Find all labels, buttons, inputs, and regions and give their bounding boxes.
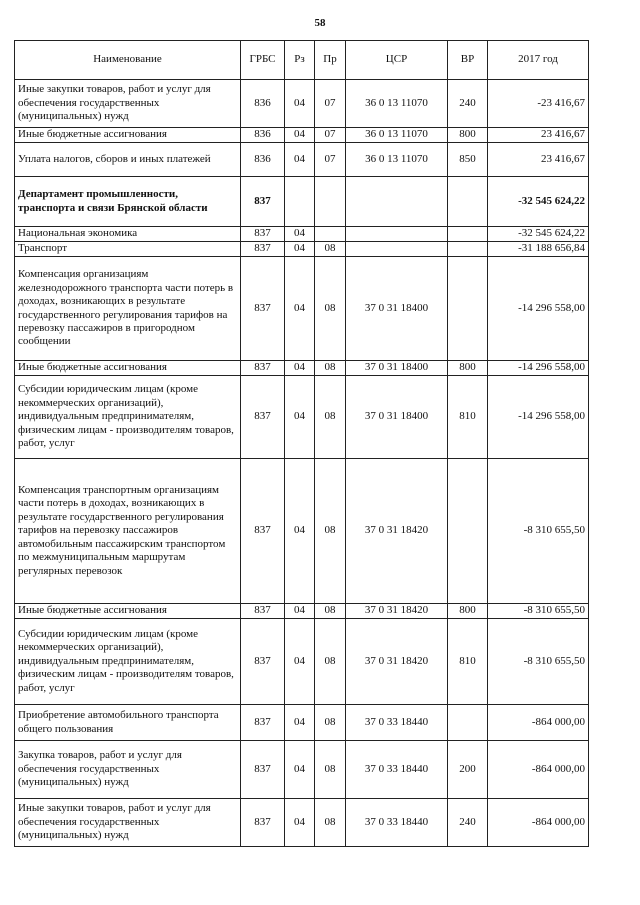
table-row <box>15 604 589 619</box>
row-pr: 08 <box>315 242 346 257</box>
table-row <box>15 257 589 361</box>
row-csr: 37 0 31 18420 <box>346 459 448 604</box>
table-row <box>15 143 589 177</box>
row-vr: 800 <box>448 604 488 619</box>
row-amount: -31 188 656,84 <box>488 242 589 257</box>
row-pr: 08 <box>315 257 346 361</box>
row-amount: -14 296 558,00 <box>488 376 589 459</box>
row-amount: 23 416,67 <box>488 143 589 177</box>
row-grbs: 837 <box>241 604 285 619</box>
row-vr <box>448 459 488 604</box>
row-csr: 37 0 33 18440 <box>346 705 448 741</box>
row-csr <box>346 177 448 227</box>
header-pr: Пр <box>315 41 346 80</box>
row-grbs: 837 <box>241 705 285 741</box>
row-vr <box>448 242 488 257</box>
row-name: Субсидии юридическим лицам (кроме некоммерческих организаций), индивидуальным предпринимателям, физическим лицам - производителям товаров, работ, услуг <box>15 619 241 705</box>
row-vr <box>448 227 488 242</box>
row-pr: 07 <box>315 128 346 143</box>
row-grbs: 837 <box>241 257 285 361</box>
budget-table <box>14 40 589 847</box>
row-vr <box>448 177 488 227</box>
table-row <box>15 80 589 128</box>
row-rz: 04 <box>285 799 315 847</box>
row-vr: 200 <box>448 741 488 799</box>
row-amount: -864 000,00 <box>488 799 589 847</box>
row-vr <box>448 705 488 741</box>
row-csr: 37 0 31 18400 <box>346 257 448 361</box>
row-amount: -23 416,67 <box>488 80 589 128</box>
row-csr: 36 0 13 11070 <box>346 143 448 177</box>
table-row <box>15 799 589 847</box>
row-name: Иные бюджетные ассигнования <box>15 361 241 376</box>
row-csr: 37 0 31 18400 <box>346 361 448 376</box>
row-rz: 04 <box>285 257 315 361</box>
row-amount: 23 416,67 <box>488 128 589 143</box>
row-csr: 37 0 33 18440 <box>346 799 448 847</box>
row-pr: 08 <box>315 376 346 459</box>
row-csr <box>346 227 448 242</box>
row-grbs: 837 <box>241 242 285 257</box>
row-pr: 08 <box>315 619 346 705</box>
row-pr: 08 <box>315 459 346 604</box>
row-pr: 08 <box>315 604 346 619</box>
row-amount: -32 545 624,22 <box>488 227 589 242</box>
table-row <box>15 459 589 604</box>
row-name: Иные закупки товаров, работ и услуг для обеспечения государственных (муниципальных) нужд <box>15 799 241 847</box>
row-grbs: 837 <box>241 741 285 799</box>
row-grbs: 836 <box>241 143 285 177</box>
row-pr: 07 <box>315 80 346 128</box>
row-amount: -864 000,00 <box>488 705 589 741</box>
row-csr: 37 0 33 18440 <box>346 741 448 799</box>
row-name: Иные закупки товаров, работ и услуг для обеспечения государственных (муниципальных) нужд <box>15 80 241 128</box>
header-grbs: ГРБС <box>241 41 285 80</box>
row-grbs: 837 <box>241 227 285 242</box>
row-rz: 04 <box>285 619 315 705</box>
row-csr: 37 0 31 18400 <box>346 376 448 459</box>
row-rz: 04 <box>285 604 315 619</box>
row-pr <box>315 227 346 242</box>
row-rz: 04 <box>285 459 315 604</box>
row-vr: 240 <box>448 80 488 128</box>
row-pr: 07 <box>315 143 346 177</box>
row-name: Уплата налогов, сборов и иных платежей <box>15 143 241 177</box>
table-row <box>15 227 589 242</box>
header-name: Наименование <box>15 41 241 80</box>
row-rz: 04 <box>285 705 315 741</box>
row-vr: 850 <box>448 143 488 177</box>
row-rz: 04 <box>285 143 315 177</box>
row-csr: 36 0 13 11070 <box>346 128 448 143</box>
row-grbs: 837 <box>241 376 285 459</box>
table-row <box>15 376 589 459</box>
row-pr: 08 <box>315 361 346 376</box>
row-csr: 37 0 31 18420 <box>346 604 448 619</box>
row-rz: 04 <box>285 80 315 128</box>
row-grbs: 837 <box>241 361 285 376</box>
row-name: Транспорт <box>15 242 241 257</box>
table-row <box>15 361 589 376</box>
page-number: 58 <box>314 17 326 29</box>
row-grbs: 837 <box>241 459 285 604</box>
row-amount: -32 545 624,22 <box>488 177 589 227</box>
row-amount: -8 310 655,50 <box>488 619 589 705</box>
row-pr: 08 <box>315 705 346 741</box>
row-amount: -14 296 558,00 <box>488 257 589 361</box>
header-year: 2017 год <box>488 41 589 80</box>
row-rz: 04 <box>285 361 315 376</box>
row-rz: 04 <box>285 242 315 257</box>
row-rz: 04 <box>285 376 315 459</box>
row-name: Департамент промышленности, транспорта и связи Брянской области <box>15 177 241 227</box>
row-rz: 04 <box>285 128 315 143</box>
row-csr: 36 0 13 11070 <box>346 80 448 128</box>
row-rz: 04 <box>285 741 315 799</box>
row-pr <box>315 177 346 227</box>
header-rz: Рз <box>285 41 315 80</box>
row-vr: 240 <box>448 799 488 847</box>
table-header-row <box>15 41 589 80</box>
row-csr: 37 0 31 18420 <box>346 619 448 705</box>
row-vr <box>448 257 488 361</box>
row-name: Закупка товаров, работ и услуг для обеспечения государственных (муниципальных) нужд <box>15 741 241 799</box>
row-name: Национальная экономика <box>15 227 241 242</box>
row-csr <box>346 242 448 257</box>
row-rz: 04 <box>285 227 315 242</box>
row-pr: 08 <box>315 741 346 799</box>
row-grbs: 837 <box>241 799 285 847</box>
row-name: Компенсация транспортным организациям части потерь в доходах, возникающих в результате государственного регулирования тарифов на перевозку пассажиров автомобильным пассажирским транспортом по межмуниципальным маршрутам регулярных перевозок <box>15 459 241 604</box>
row-amount: -14 296 558,00 <box>488 361 589 376</box>
row-vr: 810 <box>448 376 488 459</box>
row-vr: 800 <box>448 128 488 143</box>
row-name: Иные бюджетные ассигнования <box>15 604 241 619</box>
row-grbs: 837 <box>241 619 285 705</box>
table-row <box>15 741 589 799</box>
table-row <box>15 177 589 227</box>
row-name: Компенсация организациям железнодорожного транспорта части потерь в доходах, возникающих в результате государственного регулирования тарифов на перевозку пассажиров в пригородном сообщении <box>15 257 241 361</box>
table-row <box>15 242 589 257</box>
row-name: Субсидии юридическим лицам (кроме некоммерческих организаций), индивидуальным предпринимателям, физическим лицам - производителям товаров, работ, услуг <box>15 376 241 459</box>
row-grbs: 836 <box>241 128 285 143</box>
header-vr: ВР <box>448 41 488 80</box>
row-rz <box>285 177 315 227</box>
table-row <box>15 619 589 705</box>
row-name: Приобретение автомобильного транспорта общего пользования <box>15 705 241 741</box>
row-pr: 08 <box>315 799 346 847</box>
table-row <box>15 705 589 741</box>
row-grbs: 837 <box>241 177 285 227</box>
row-amount: -8 310 655,50 <box>488 459 589 604</box>
row-vr: 810 <box>448 619 488 705</box>
row-amount: -864 000,00 <box>488 741 589 799</box>
row-amount: -8 310 655,50 <box>488 604 589 619</box>
table-row <box>15 128 589 143</box>
header-csr: ЦСР <box>346 41 448 80</box>
row-vr: 800 <box>448 361 488 376</box>
row-name: Иные бюджетные ассигнования <box>15 128 241 143</box>
row-grbs: 836 <box>241 80 285 128</box>
